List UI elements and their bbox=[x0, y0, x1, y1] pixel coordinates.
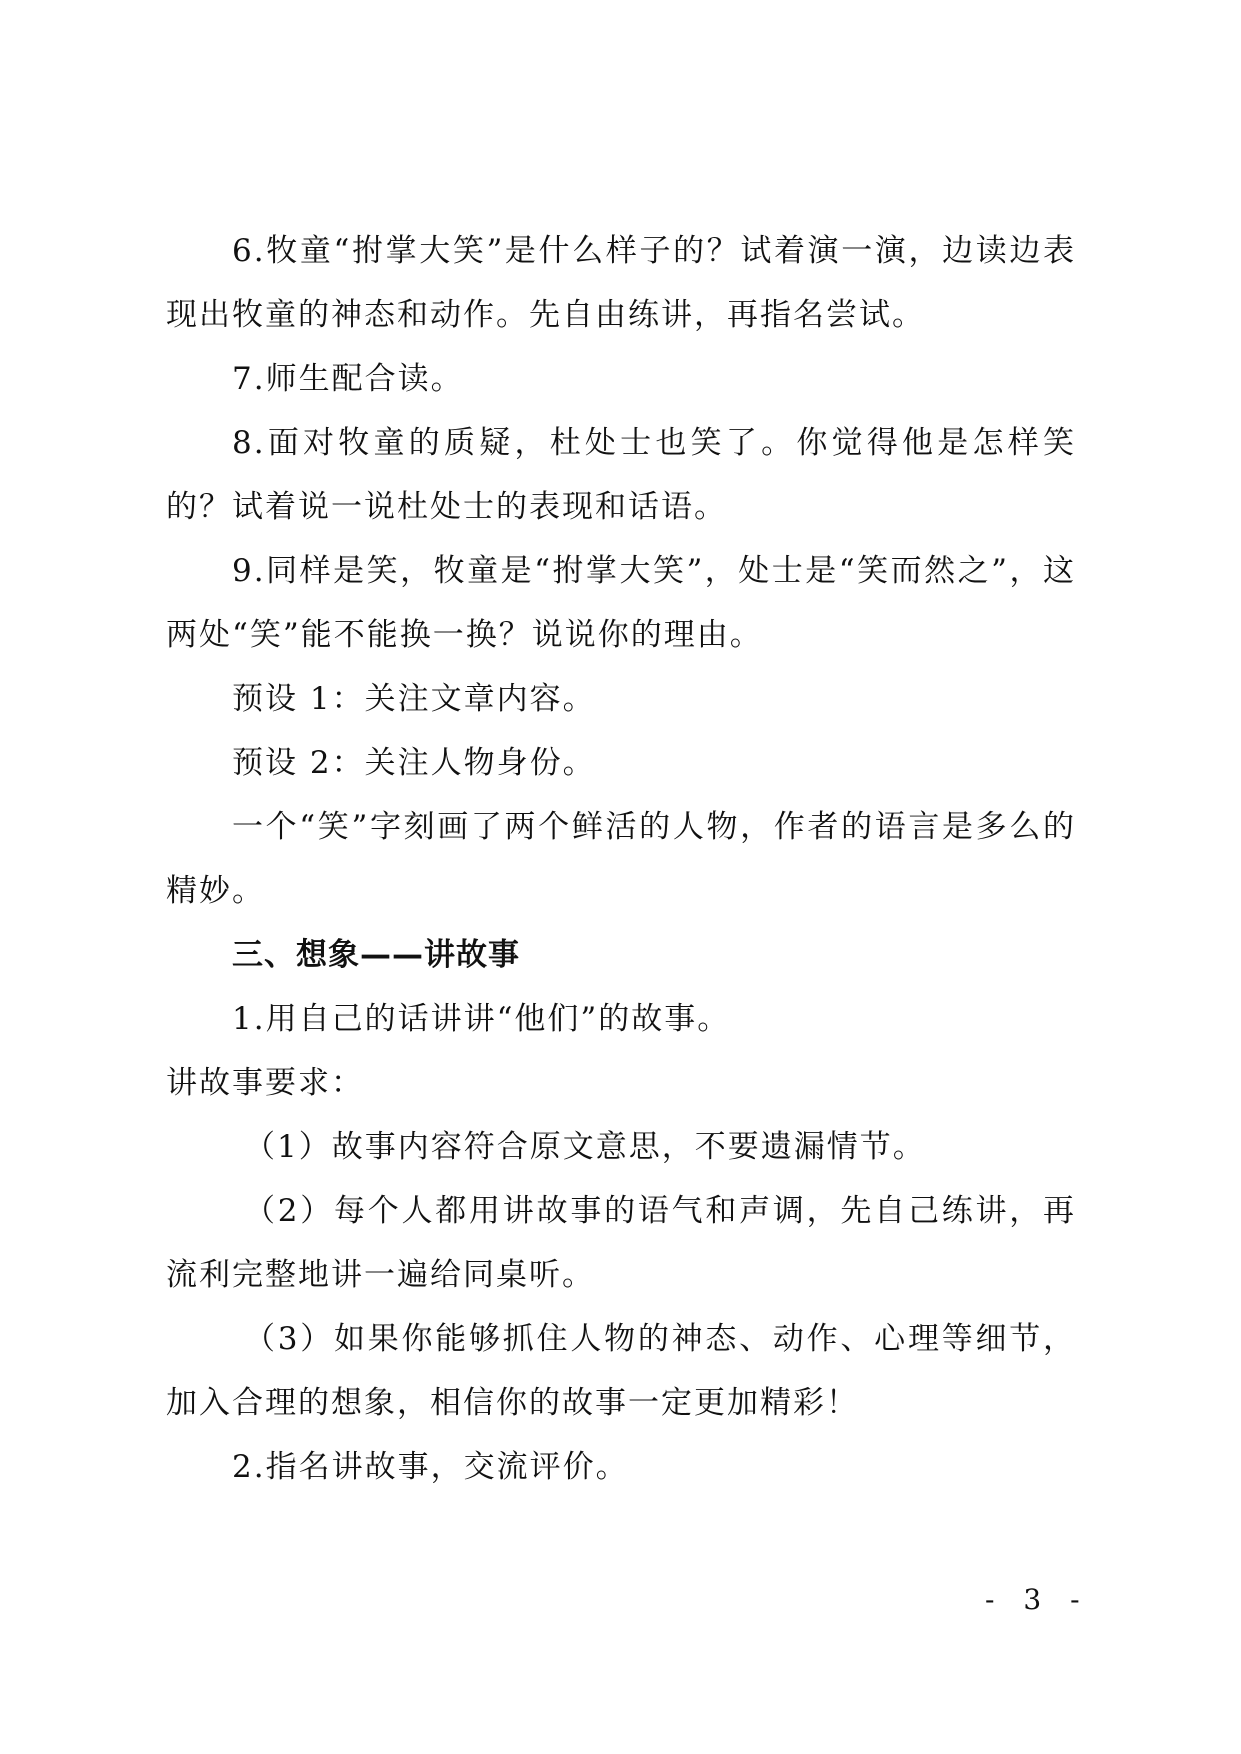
requirement-1: （1）故事内容符合原文意思，不要遗漏情节。 bbox=[244, 1129, 926, 1165]
requirements-label: 讲故事要求： bbox=[166, 1065, 364, 1101]
preset-1: 预设 1：关注文章内容。 bbox=[232, 681, 596, 717]
paragraph-8: 8.面对牧童的质疑，杜处士也笑了。你觉得他是怎样笑的？试着说一说杜处士的表现和话语。 bbox=[166, 425, 1076, 525]
section-item-1: 1.用自己的话讲讲“他们”的故事。 bbox=[232, 1001, 731, 1037]
summary-paragraph: 一个“笑”字刻画了两个鲜活的人物，作者的语言是多么的精妙。 bbox=[166, 809, 1076, 909]
requirement-3: （3）如果你能够抓住人物的神态、动作、心理等细节，加入合理的想象，相信你的故事一定更加精彩！ bbox=[166, 1321, 1076, 1421]
paragraph-7: 7.师生配合读。 bbox=[232, 361, 464, 397]
section-heading: 三、想象——讲故事 bbox=[232, 937, 520, 973]
paragraph-9: 9.同样是笑，牧童是“拊掌大笑”，处士是“笑而然之”，这两处“笑”能不能换一换？说说你的理由。 bbox=[166, 553, 1076, 653]
requirement-2: （2）每个人都用讲故事的语气和声调，先自己练讲，再流利完整地讲一遍给同桌听。 bbox=[166, 1193, 1076, 1293]
paragraph-6: 6.牧童“拊掌大笑”是什么样子的？试着演一演，边读边表现出牧童的神态和动作。先自由练讲，再指名尝试。 bbox=[166, 233, 1076, 333]
preset-2: 预设 2：关注人物身份。 bbox=[232, 745, 596, 781]
document-body bbox=[166, 219, 1076, 1499]
section-item-2: 2.指名讲故事，交流评价。 bbox=[232, 1449, 629, 1485]
page-number: - 3 - bbox=[985, 1583, 1090, 1616]
